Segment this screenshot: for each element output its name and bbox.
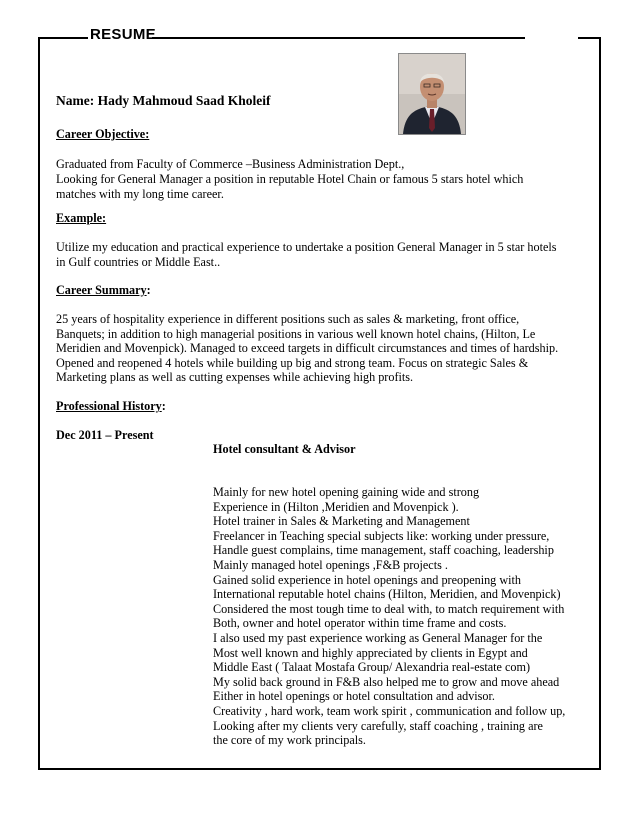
history-line: My solid back ground in F&B also helped me to grow and move ahead — [213, 674, 560, 689]
professional-history-heading-row — [56, 399, 166, 414]
career-summary-line: Opened and reopened 4 hotels while building up big and strong team. Focus on strategic Sales & — [56, 356, 529, 370]
history-line: Experience in (Hilton ,Meridien and Movenpick ). — [213, 499, 459, 514]
career-summary-heading: Career Summary — [56, 283, 147, 297]
career-objective-line: matches with my long time career. — [56, 187, 224, 201]
history-line: Either in hotel openings or hotel consultation and advisor. — [213, 689, 495, 704]
history-period: Dec 2011 – Present — [56, 428, 154, 442]
career-summary-heading-row — [56, 283, 151, 298]
history-line: Middle East ( Talaat Mostafa Group/ Alexandria real-estate com) — [213, 660, 531, 675]
history-line: Handle guest complains, time management, staff coaching, leadership — [213, 543, 554, 558]
career-summary-line: 25 years of hospitality experience in different positions such as sales & marketing, front office, — [56, 312, 520, 326]
career-objective-heading: Career Objective: — [56, 127, 150, 141]
frame-top-right-rule — [578, 37, 601, 39]
history-line: Hotel trainer in Sales & Marketing and Management — [213, 514, 470, 529]
candidate-name: Name: Hady Mahmoud Saad Kholeif — [56, 93, 271, 108]
frame-left-rule — [38, 37, 40, 770]
history-line: I also used my past experience working as General Manager for the — [213, 631, 543, 645]
career-summary-line: Meridien and Movenpick). Managed to exceed targets in difficult circumstances and times of hardship. — [56, 341, 559, 355]
professional-history-colon: : — [161, 399, 166, 413]
frame-bottom-rule — [38, 768, 601, 770]
professional-history-heading: Professional History — [56, 399, 162, 413]
career-objective-line: Graduated from Faculty of Commerce –Business Administration Dept., — [56, 157, 405, 171]
history-line: Considered the most tough time to deal with, to match requirement with — [213, 601, 565, 616]
frame-top-left-rule — [38, 37, 88, 39]
history-line: Mainly for new hotel opening gaining wide and strong — [213, 485, 480, 499]
history-job-title: Hotel consultant & Advisor — [213, 442, 356, 456]
history-line: International reputable hotel chains (Hilton, Meridien, and Movenpick) — [213, 587, 561, 602]
history-line: Gained solid experience in hotel openings and preopening with — [213, 572, 521, 587]
frame-top-rule — [152, 37, 525, 39]
history-line: Mainly managed hotel openings ,F&B projects . — [213, 558, 448, 572]
history-line: Creativity , hard work, team work spirit , communication and follow up, — [213, 704, 566, 718]
history-line: Looking after my clients very carefully, staff coaching , training are — [213, 718, 543, 733]
career-summary-line: Marketing plans as well as cutting expenses while achieving high profits. — [56, 370, 414, 384]
career-objective-line: Looking for General Manager a position in reputable Hotel Chain or famous 5 stars hotel which — [56, 172, 524, 186]
history-line: Both, owner and hotel operator within time frame and costs. — [213, 616, 507, 631]
example-heading: Example: — [56, 211, 107, 225]
history-line: Freelancer in Teaching special subjects like: working under pressure, — [213, 528, 550, 543]
career-summary-colon: : — [146, 283, 151, 297]
history-line: Most well known and highly appreciated by clients in Egypt and — [213, 645, 528, 660]
career-summary-line: Banquets; in addition to high managerial positions in various well known hotel chains, (Hilton, Le — [56, 327, 536, 341]
resume-title: RESUME — [90, 26, 156, 43]
profile-photo — [398, 53, 466, 135]
example-line: in Gulf countries or Middle East.. — [56, 255, 221, 269]
portrait-image — [399, 54, 465, 134]
history-line: the core of my work principals. — [213, 733, 366, 748]
example-line: Utilize my education and practical experience to undertake a position General Manager in 5 star hotels — [56, 240, 557, 254]
frame-right-rule — [599, 37, 601, 770]
